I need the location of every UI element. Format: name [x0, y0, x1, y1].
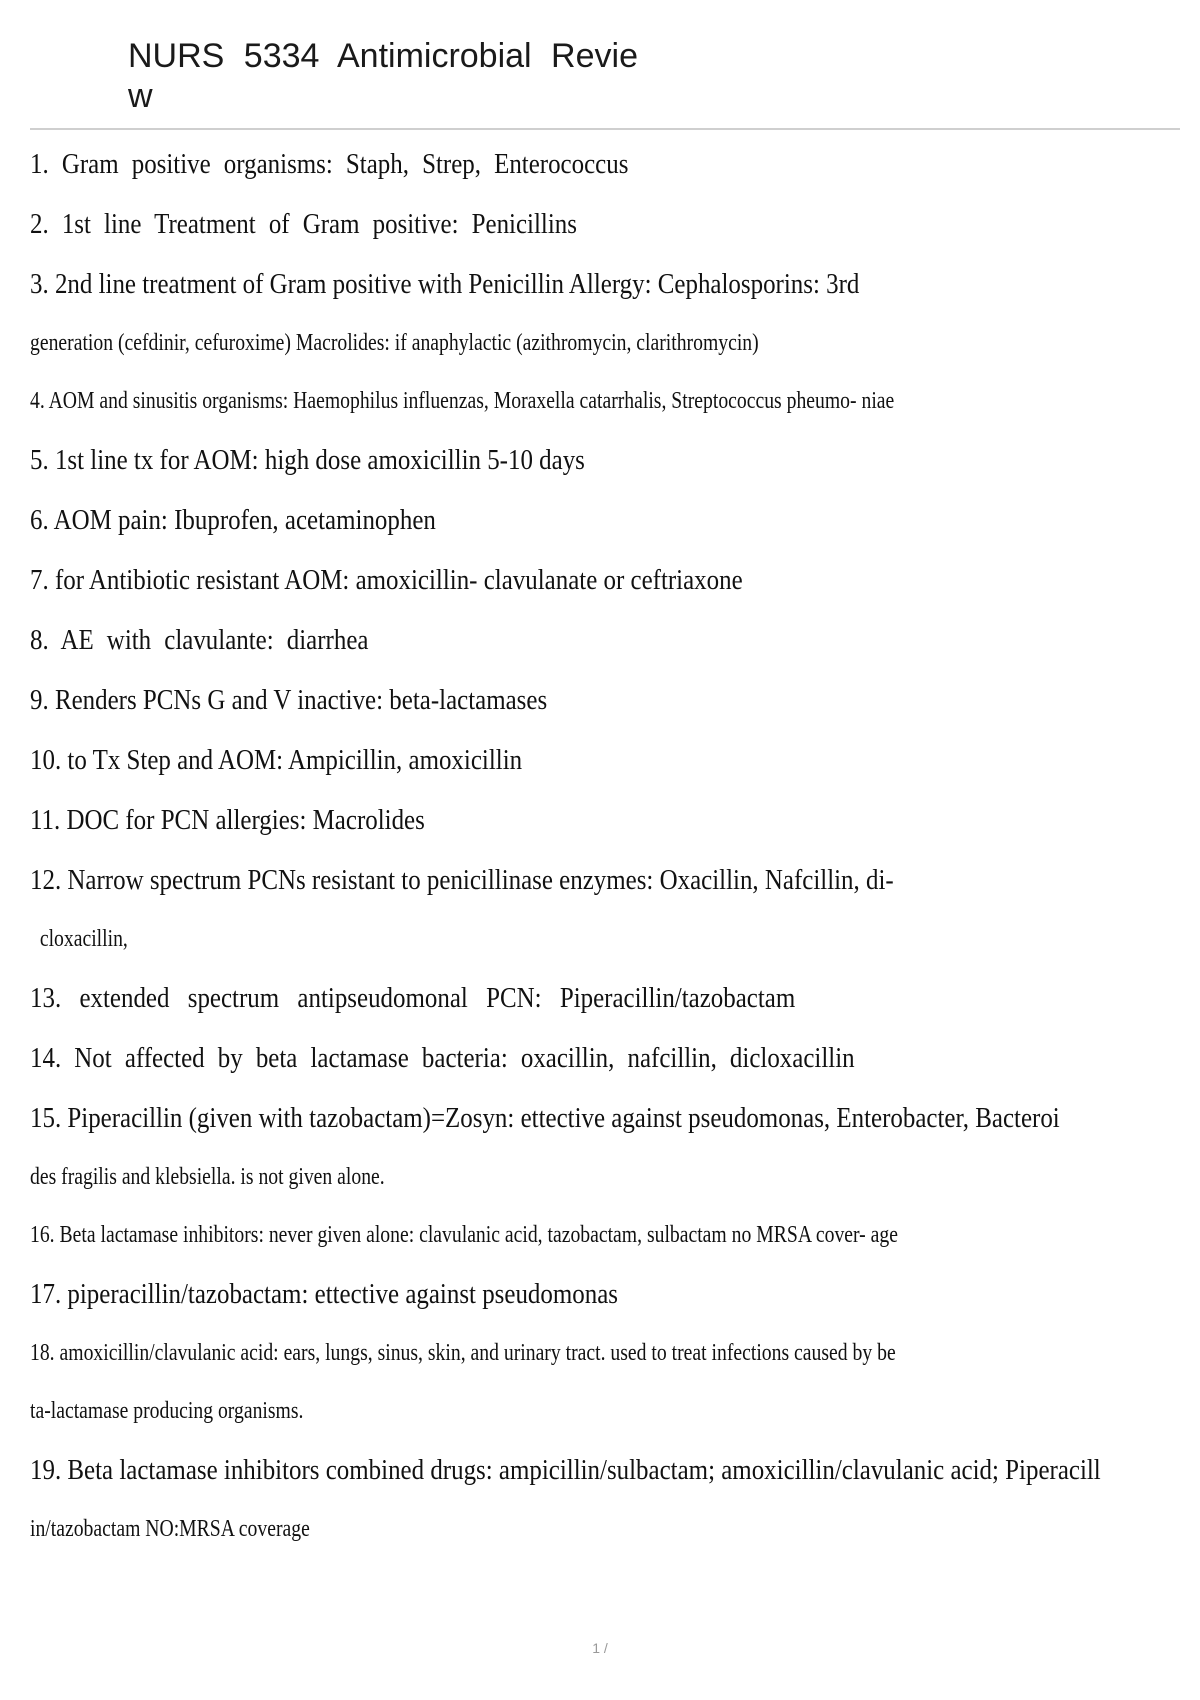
list-item-17 [30, 1264, 1180, 1324]
list-item-2 [30, 194, 1180, 254]
list-item-continuation: in/tazobactam NO:MRSA coverage [30, 1516, 310, 1542]
list-item-text: 3. 2nd line treatment of Gram positive with Penicillin Allergy: Cephalosporins: 3rd [30, 268, 860, 300]
list-item-10 [30, 730, 1180, 790]
title-line-1: NURS 5334 Antimicrobial Revie [128, 37, 638, 75]
list-item-16 [30, 1206, 1180, 1264]
list-item-text: 6. AOM pain: Ibuprofen, acetaminophen [30, 504, 436, 536]
list-item-13 [30, 968, 1180, 1028]
list-item-text: 7. for Antibiotic resistant AOM: amoxicillin- clavulanate or ceftriaxone [30, 564, 743, 596]
list-item-text: 11. DOC for PCN allergies: Macrolides [30, 804, 425, 836]
list-item-text: 19. Beta lactamase inhibitors combined drugs: ampicillin/sulbactam; amoxicillin/clavulanic acid; Piperacill [30, 1454, 1101, 1486]
list-item-text: 15. Piperacillin (given with tazobactam)=Zosyn: ettective against pseudomonas, Enterobacter, Bacteroi [30, 1102, 1060, 1134]
list-item-text: 9. Renders PCNs G and V inactive: beta-lactamases [30, 684, 548, 716]
list-item-12 [30, 850, 1180, 968]
list-item-text: 2. 1st line Treatment of Gram positive: Penicillins [30, 208, 577, 240]
list-item-9 [30, 670, 1180, 730]
list-item-continuation: cloxacillin, [39, 926, 128, 952]
list-item-5 [30, 430, 1180, 490]
list-item-continuation: generation (cefdinir, cefuroxime) Macrolides: if anaphylactic (azithromycin, clarithromycin) [30, 330, 759, 356]
document-title [128, 36, 748, 116]
list-item-text: 16. Beta lactamase inhibitors: never given alone: clavulanic acid, tazobactam, sulbactam no MRSA cover- age [30, 1222, 898, 1248]
list-item-7 [30, 550, 1180, 610]
title-line-2: w [128, 77, 153, 115]
list-item-11 [30, 790, 1180, 850]
list-item-text: 14. Not affected by beta lactamase bacteria: oxacillin, nafcillin, dicloxacillin [30, 1042, 855, 1074]
list-item-4 [30, 372, 1180, 430]
list-item-text: 13. extended spectrum antipseudomonal PCN: Piperacillin/tazobactam [30, 982, 796, 1014]
list-item-8 [30, 610, 1180, 670]
list-item-1 [30, 134, 1180, 194]
list-item-15 [30, 1088, 1180, 1206]
list-item-19 [30, 1440, 1180, 1558]
list-item-text: 1. Gram positive organisms: Staph, Strep, Enterococcus [30, 148, 629, 180]
list-item-18 [30, 1324, 1180, 1440]
review-list [30, 134, 1180, 1558]
page-number: 1 / [592, 1640, 608, 1656]
list-item-14 [30, 1028, 1180, 1088]
list-item-text: 17. piperacillin/tazobactam: ettective against pseudomonas [30, 1278, 618, 1310]
list-item-text: 18. amoxicillin/clavulanic acid: ears, lungs, sinus, skin, and urinary tract. used to treat infections caused by be [30, 1340, 896, 1366]
list-item-continuation: ta-lactamase producing organisms. [30, 1398, 304, 1424]
list-item-text: 10. to Tx Step and AOM: Ampicillin, amoxicillin [30, 744, 523, 776]
list-item-text: 4. AOM and sinusitis organisms: Haemophilus influenzas, Moraxella catarrhalis, Streptococcus pheumo- niae [30, 388, 895, 414]
list-item-6 [30, 490, 1180, 550]
list-item-text: 8. AE with clavulante: diarrhea [30, 624, 369, 656]
header-divider [30, 128, 1180, 130]
list-item-3 [30, 254, 1180, 372]
list-item-text: 12. Narrow spectrum PCNs resistant to penicillinase enzymes: Oxacillin, Nafcillin, di- [30, 864, 894, 896]
list-item-text: 5. 1st line tx for AOM: high dose amoxicillin 5-10 days [30, 444, 585, 476]
list-item-continuation: des fragilis and klebsiella. is not given alone. [30, 1164, 385, 1190]
